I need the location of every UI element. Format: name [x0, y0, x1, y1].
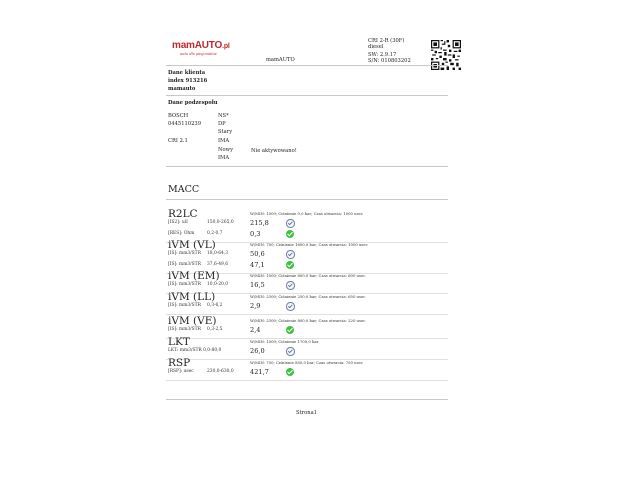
test-title: iVM (VL)	[168, 239, 216, 251]
test-title: RSP	[168, 357, 191, 369]
row-range: 0,2-0,7	[207, 231, 223, 236]
info-check-icon	[286, 302, 295, 311]
test-title: R2LC	[168, 208, 198, 220]
row-value: 16,5	[250, 281, 265, 289]
fuel-type: diesel	[368, 44, 384, 50]
logo	[172, 40, 230, 51]
new-label: Nowy	[218, 147, 234, 153]
component-heading: Dane podzespołu	[168, 100, 218, 106]
component-make: BOSCH	[168, 113, 189, 119]
info-check-icon	[286, 250, 295, 259]
pass-check-icon	[286, 368, 294, 376]
row-label: [IS]: mm3/STR	[168, 282, 201, 287]
test-conditions: W/MIN: 1000; Ciśnienie 800,0 bar; Czas otwarcia: 600 usec	[250, 273, 366, 278]
row-label: [IS]: mm3/STR	[168, 262, 201, 267]
row-range: 230,0-630,0	[207, 369, 234, 374]
logo-tagline: auto dla pasjonatów	[180, 52, 217, 56]
test-title: iVM (EM)	[168, 270, 220, 282]
info-check-icon	[286, 219, 295, 228]
software-version: SW: 2.9.17	[368, 52, 397, 58]
old-label: Stary	[218, 129, 233, 135]
page-number: Strona1	[296, 410, 317, 416]
row-value: 215,8	[250, 219, 269, 227]
client-divider	[166, 95, 448, 96]
ima-label: IMA	[218, 138, 230, 144]
test-conditions: W/MIN: 2300; Ciśnienie 800,0 bar; Czas otwarcia: 220 usec	[250, 318, 366, 323]
test-title: LKT	[168, 336, 190, 348]
row-value: 2,4	[250, 326, 261, 334]
row-range: 10,0-20,0	[207, 282, 229, 287]
logo-text: mamAUTO	[172, 40, 223, 51]
row-label: [IS]: mm3/STR	[168, 251, 201, 256]
macc-title: MACC	[168, 184, 200, 195]
test-conditions: W/MIN: 1000; Ciśnienie 1700,0 bar	[250, 339, 319, 344]
row-range: 150,0-265,0	[207, 220, 234, 225]
test-title: iVM (LL)	[168, 291, 216, 303]
row-value: 47,1	[250, 261, 265, 269]
serial-number: S/N: 010803202	[368, 58, 411, 64]
row-range: 37,6-49,6	[207, 262, 229, 267]
component-divider	[166, 166, 448, 167]
header-divider	[166, 65, 448, 66]
device-title: CRI 2-R (30F)	[368, 38, 405, 44]
row-range: 0,3-2,5	[207, 327, 223, 332]
footer-divider	[166, 399, 448, 400]
info-check-icon	[286, 347, 295, 356]
row-label: [RSP]: usec	[168, 369, 194, 374]
pass-check-icon	[286, 230, 294, 238]
macc-divider	[166, 199, 448, 200]
row-label: LKT: mm3/STR 0,0-80,0	[168, 348, 222, 353]
test-title: iVM (VE)	[168, 315, 217, 327]
test-conditions: W/MIN: 2300; Ciśnienie 250,0 bar; Czas otwarcia: 650 usec	[250, 294, 366, 299]
ns-label: NS*	[218, 113, 229, 119]
row-label: [IS2]: ulI	[168, 220, 188, 225]
row-value: 2,9	[250, 302, 261, 310]
row-value: 26,0	[250, 347, 265, 355]
row-range: 0,3-6,2	[207, 303, 223, 308]
test-conditions: W/MIN: 700; Ciśnienie 1600,0 bar; Czas otwarcia: 1000 usec	[250, 242, 368, 247]
brand-name: mamAUTO	[266, 57, 295, 63]
row-label: [IS]: mm3/STR	[168, 303, 201, 308]
activation-status: Nie aktywowano!	[251, 148, 297, 154]
row-value: 0,3	[250, 230, 261, 238]
client-index: index 913216	[168, 78, 208, 84]
test-conditions: W/MIN: 1000; Ciśnienie 0,0 bar; Czas otwarcia: 1000 usec	[250, 211, 363, 216]
row-label: [RES]: Ohm	[168, 231, 195, 236]
test-conditions: W/MIN: 750; Ciśnienie 850,0 bar; Czas otwarcia: 750 usec	[250, 360, 363, 365]
component-type: CRI 2.1	[168, 138, 188, 144]
row-range: 18,0-64,3	[207, 251, 229, 256]
row-label: [IS]: mm3/STR	[168, 327, 201, 332]
client-name: mamauto	[168, 86, 196, 92]
pass-check-icon	[286, 261, 294, 269]
ima-label-new: IMA	[218, 155, 230, 161]
row-value: 50,6	[250, 250, 265, 258]
info-check-icon	[286, 281, 295, 290]
logo-tld: .pl	[222, 43, 230, 50]
client-heading: Dane klienta	[168, 70, 206, 76]
document-page	[166, 32, 448, 422]
dp-label: DP	[218, 121, 226, 127]
component-part-number: 0445110239	[168, 121, 202, 127]
pass-check-icon	[286, 326, 294, 334]
test-divider	[166, 380, 448, 381]
row-value: 421,7	[250, 368, 269, 376]
